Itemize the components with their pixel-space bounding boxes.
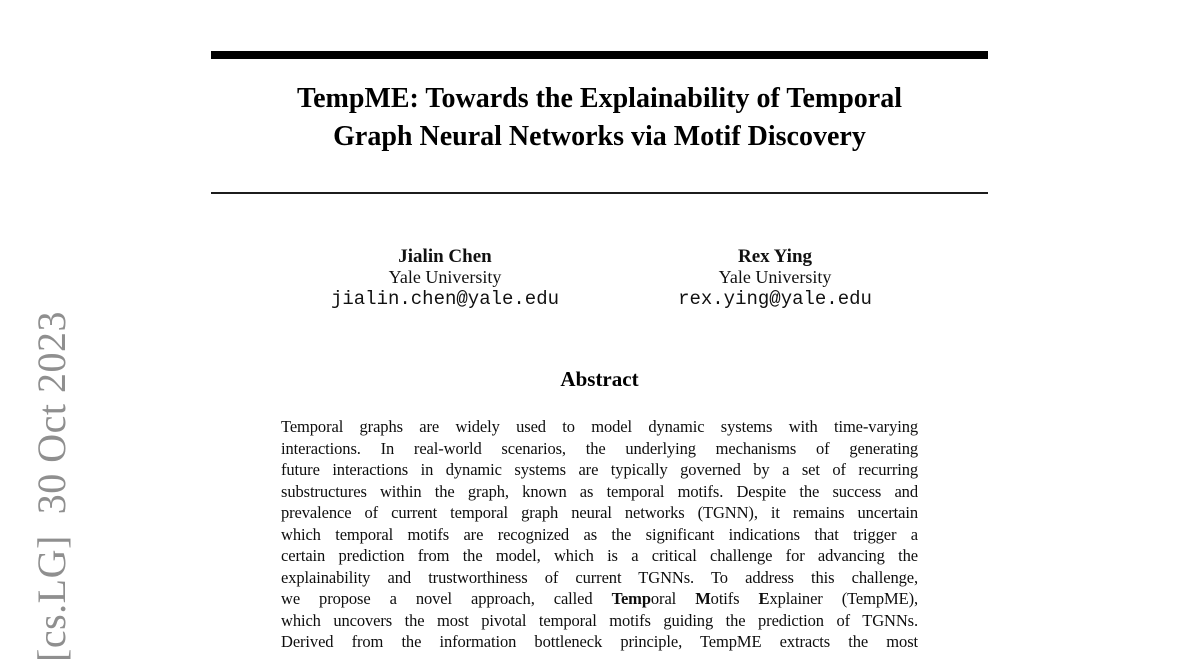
abstract-line: which temporal motifs are recognized as the significant indications that trigger a <box>281 524 918 544</box>
paper-title <box>211 80 988 156</box>
abstract-line: which uncovers the most pivotal temporal motifs guiding the prediction of TGNNs. <box>281 610 918 630</box>
arxiv-stamp: [cs.LG] 30 Oct 2023 <box>29 310 74 662</box>
abstract-line: prevalence of current temporal graph neural networks (TGNN), it remains uncertain <box>281 503 918 522</box>
abstract-line: we propose a novel approach, called Temporal Motifs Explainer (TempME), <box>281 589 919 608</box>
abstract-body <box>281 416 918 653</box>
author-name: Rex Ying <box>737 246 813 267</box>
author-affiliation: Yale University <box>388 267 502 287</box>
author-block-jialin-chen <box>315 246 575 311</box>
paper-title-line2: Graph Neural Networks via Motif Discovery <box>333 121 866 152</box>
author-email: rex.ying@yale.edu <box>678 288 872 310</box>
abstract-line: interactions. In real-world scenarios, the underlying mechanisms of generating <box>281 438 918 458</box>
abstract-line: Temporal graphs are widely used to model dynamic systems with time-varying <box>281 417 918 436</box>
author-name: Jialin Chen <box>398 246 492 267</box>
author-email: jialin.chen@yale.edu <box>330 288 560 310</box>
abstract-heading: Abstract <box>560 367 639 391</box>
abstract-line: Derived from the information bottleneck principle, TempME extracts the most <box>281 632 918 651</box>
abstract-line: substructures within the graph, known as temporal motifs. Despite the success and <box>281 481 918 501</box>
abstract-line: explainability and trustworthiness of current TGNNs. To address this challenge, <box>281 567 918 587</box>
abstract-line: future interactions in dynamic systems are typically governed by a set of recurring <box>281 460 918 479</box>
author-block-rex-ying <box>645 246 905 311</box>
title-rule-top <box>211 51 988 59</box>
abstract-line: certain prediction from the model, which is a critical challenge for advancing the <box>281 546 918 565</box>
paper-title-line1: TempME: Towards the Explainability of Temporal <box>297 83 902 114</box>
author-affiliation: Yale University <box>718 267 832 287</box>
title-rule-bottom <box>211 192 988 194</box>
